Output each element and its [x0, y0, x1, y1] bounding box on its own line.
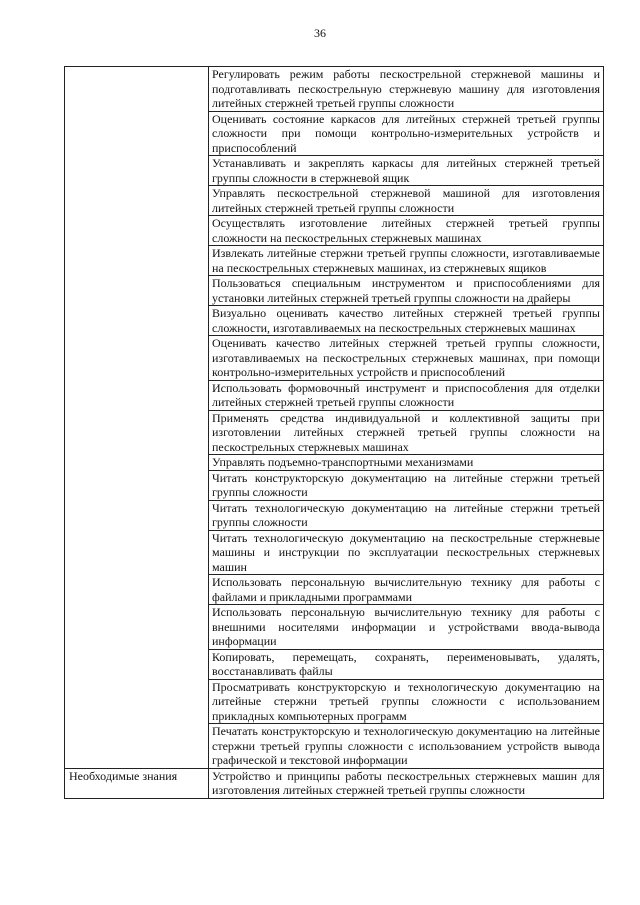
knowledge-cell: Устройство и принципы работы пескострельных стержневых машин для изготовления литейных стержней третьей группы сложности — [209, 768, 604, 798]
table-row — [65, 67, 604, 112]
skill-cell: Читать конструкторскую документацию на литейные стержни третьей группы сложности — [209, 470, 604, 500]
table-row — [65, 380, 604, 410]
table-row — [65, 410, 604, 455]
page-number: 36 — [314, 26, 326, 40]
section-label-cell — [65, 575, 209, 605]
section-label-cell — [65, 67, 209, 112]
section-label-cell — [65, 679, 209, 724]
table-row — [65, 768, 604, 798]
section-label-cell — [65, 246, 209, 276]
table-row — [65, 649, 604, 679]
section-label-cell — [65, 649, 209, 679]
section-label-cell — [65, 186, 209, 216]
section-label-cell — [65, 605, 209, 650]
table-row — [65, 679, 604, 724]
skill-cell: Читать технологическую документацию на литейные стержни третьей группы сложности — [209, 500, 604, 530]
table-row — [65, 216, 604, 246]
skill-cell: Использовать персональную вычислительную технику для работы с внешними носителями информации и устройствами ввода-вывода информации — [209, 605, 604, 650]
skill-cell: Печатать конструкторскую и технологическую документацию на литейные стержни третьей группы сложности с использованием устройств вывода графической и текстовой информации — [209, 724, 604, 769]
skill-cell: Копировать, перемещать, сохранять, переименовывать, удалять, восстанавливать файлы — [209, 649, 604, 679]
requirements-table — [64, 66, 604, 799]
skill-cell: Осуществлять изготовление литейных стержней третьей группы сложности на пескострельных стержневых машинах — [209, 216, 604, 246]
section-label-cell — [65, 500, 209, 530]
table-row — [65, 306, 604, 336]
skill-cell: Визуально оценивать качество литейных стержней третьей группы сложности, изготавливаемых на пескострельных стержневых машинах — [209, 306, 604, 336]
skill-cell: Управлять подъемно-транспортными механизмами — [209, 455, 604, 471]
table-row — [65, 246, 604, 276]
skill-cell: Просматривать конструкторскую и технологическую документацию на литейные стержни третьей группы сложности с использованием прикладных компьютерных программ — [209, 679, 604, 724]
skill-cell: Использовать персональную вычислительную технику для работы с файлами и прикладными программами — [209, 575, 604, 605]
section-label-cell — [65, 216, 209, 246]
section-label-cell — [65, 276, 209, 306]
table-row — [65, 575, 604, 605]
section-label-cell — [65, 470, 209, 500]
skill-cell: Извлекать литейные стержни третьей группы сложности, изготавливаемые на пескострельных стержневых машинах, из стержневых ящиков — [209, 246, 604, 276]
table-row — [65, 455, 604, 471]
table-row — [65, 111, 604, 156]
skill-cell: Оценивать состояние каркасов для литейных стержней третьей группы сложности при помощи контрольно-измерительных устройств и приспособлений — [209, 111, 604, 156]
skill-cell: Оценивать качество литейных стержней третьей группы сложности, изготавливаемых на пескострельных стержневых машинах, при помощи контрольно-измерительных устройств и приспособлений — [209, 336, 604, 381]
section-label-cell — [65, 336, 209, 381]
section-label-cell — [65, 455, 209, 471]
table-row — [65, 276, 604, 306]
section-label-cell — [65, 724, 209, 769]
table-row — [65, 500, 604, 530]
table-row — [65, 470, 604, 500]
skill-cell: Пользоваться специальным инструментом и приспособлениями для установки литейных стержней третьей группы сложности на драйеры — [209, 276, 604, 306]
skill-cell: Читать технологическую документацию на пескострельные стержневые машины и инструкции по эксплуатации пескострельных стержневых машин — [209, 530, 604, 575]
section-label-cell — [65, 156, 209, 186]
knowledge-label: Необходимые знания — [65, 768, 209, 798]
section-label-cell — [65, 111, 209, 156]
skill-cell: Регулировать режим работы пескострельной стержневой машины и подготавливать пескострельную стержневую машину для изготовления литейных стержней третьей группы сложности — [209, 67, 604, 112]
skill-cell: Использовать формовочный инструмент и приспособления для отделки литейных стержней третьей группы сложности — [209, 380, 604, 410]
table-row — [65, 724, 604, 769]
table-row — [65, 156, 604, 186]
table-row — [65, 605, 604, 650]
table-row — [65, 336, 604, 381]
table-row — [65, 186, 604, 216]
skill-cell: Применять средства индивидуальной и коллективной защиты при изготовлении литейных стержней третьей группы сложности на пескострельных стержневых машинах — [209, 410, 604, 455]
skill-cell: Устанавливать и закреплять каркасы для литейных стержней третьей группы сложности в стержневой ящик — [209, 156, 604, 186]
table-row — [65, 530, 604, 575]
section-label-cell — [65, 306, 209, 336]
section-label-cell — [65, 380, 209, 410]
skill-cell: Управлять пескострельной стержневой машиной для изготовления литейных стержней третьей группы сложности — [209, 186, 604, 216]
section-label-cell — [65, 410, 209, 455]
section-label-cell — [65, 530, 209, 575]
